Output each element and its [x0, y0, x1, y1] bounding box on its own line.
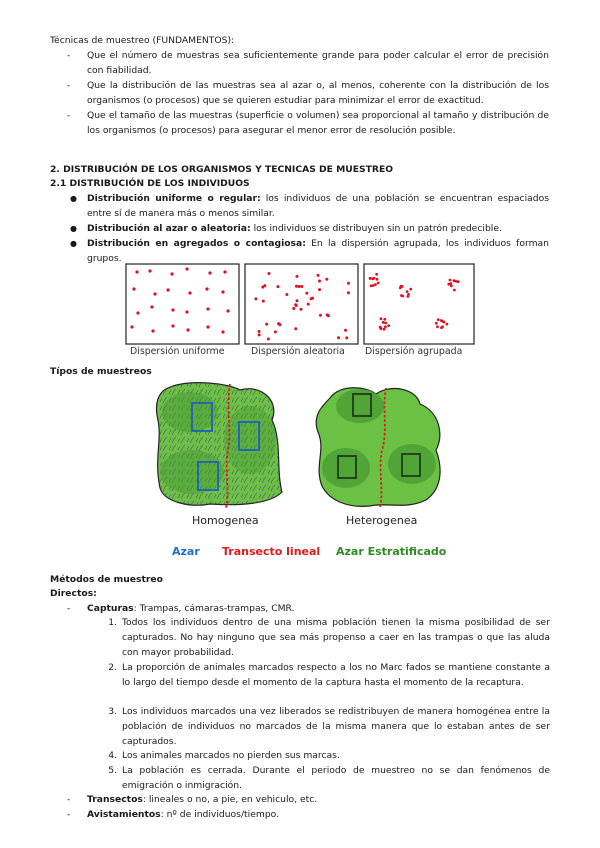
dash-marker: - — [67, 794, 71, 805]
individual-dot — [453, 289, 456, 292]
individual-dot — [277, 322, 280, 325]
organism-patch — [160, 450, 224, 494]
sightings-text: : nº de individuos/tiempo. — [160, 809, 280, 820]
individual-dot — [325, 278, 328, 281]
dash-marker: - — [67, 50, 71, 61]
bullet-term: Distribución al azar o aleatoria: — [87, 223, 251, 234]
intro-item-1: Que el número de muestras sea suficientemente grande para poder calcular el error de precisión con fiabilidad. — [87, 50, 549, 76]
methods-heading: Métodos de muestreo — [50, 574, 163, 585]
individual-dot — [205, 287, 208, 290]
individual-dot — [221, 290, 224, 293]
bullet-term: Distribución en agregados o contagiosa: — [87, 238, 306, 249]
bullet-marker: ● — [70, 194, 77, 203]
individual-dot — [166, 288, 169, 291]
sightings-term: Avistamientos — [87, 809, 161, 820]
individual-dot — [401, 295, 404, 298]
captures-text: : Trampas, cámaras-trampas, CMR. — [133, 603, 295, 614]
individual-dot — [170, 272, 173, 275]
individual-dot — [376, 278, 379, 281]
individual-dot — [258, 330, 261, 333]
assumption-5: La población es cerrada. Durante el periodo de muestreo no se dan fenómenos de emigración o inmigración. — [122, 765, 550, 791]
legend-transect: Transecto lineal — [222, 545, 321, 558]
assumption-3: Los individuos marcados una vez liberados se redistribuyen de manera homogénea entre la población de individuos no marcados de la misma manera que lo estaban antes de ser capturados. — [122, 706, 550, 747]
label-heterogeneous: Heterogenea — [346, 514, 418, 527]
caption-uniform: Dispersión uniforme — [130, 346, 225, 357]
assumption-4: Los animales marcados no pierden sus marcas. — [122, 750, 340, 761]
transects-item — [87, 792, 317, 807]
bullet-uniform — [87, 191, 549, 221]
sampling-types-heading: Típos de muestreos — [50, 366, 152, 377]
intro-title: Técnicas de muestreo (FUNDAMENTOS): — [50, 35, 235, 46]
individual-dot — [375, 273, 378, 276]
individual-dot — [295, 275, 298, 278]
legend-random: Azar — [172, 545, 200, 558]
label-homogeneous: Homogenea — [192, 514, 259, 527]
individual-dot — [345, 336, 348, 339]
individual-dot — [445, 323, 448, 326]
individual-dot — [337, 336, 340, 339]
transects-text: : lineales o no, a pie, en vehiculo, etc. — [142, 794, 318, 805]
individual-dot — [294, 327, 297, 330]
individual-dot — [153, 292, 156, 295]
individual-dot — [135, 270, 138, 273]
section-subheading: 2.1 DISTRIBUCIÓN DE LOS INDIVIDUOS — [50, 178, 250, 189]
individual-dot — [380, 327, 383, 330]
individual-dot — [206, 307, 209, 310]
list-number: 3. — [108, 706, 117, 717]
individual-dot — [371, 277, 374, 280]
individual-dot — [300, 285, 303, 288]
individual-dot — [186, 328, 189, 331]
individual-dot — [307, 303, 310, 306]
individual-dot — [185, 267, 188, 270]
individual-dot — [347, 282, 350, 285]
legend-stratified: Azar Estratificado — [336, 545, 447, 558]
individual-dot — [223, 270, 226, 273]
intro-item-3: Que el tamaño de las muestras (superficie o volumen) sea proporcional al tamaño y distribución de los organismos (o procesos) para asegurar el menor error de resolución posible. — [87, 110, 549, 136]
individual-dot — [437, 318, 440, 321]
caption-clumped: Dispersión agrupada — [365, 346, 463, 357]
individual-dot — [130, 325, 133, 328]
individual-dot — [449, 282, 452, 285]
individual-dot — [150, 305, 153, 308]
individual-dot — [400, 285, 403, 288]
sightings-item — [87, 807, 279, 822]
individual-dot — [267, 272, 270, 275]
individual-dot — [221, 330, 224, 333]
individual-dot — [185, 310, 188, 313]
individual-dot — [369, 277, 372, 280]
bullet-marker: ● — [70, 224, 77, 233]
individual-dot — [265, 323, 268, 326]
individual-dot — [319, 314, 322, 317]
individual-dot — [318, 288, 321, 291]
individual-dot — [276, 285, 279, 288]
bullet-text: los individuos de una población se encuentran espaciados entre sí de manera más o menos similar. — [87, 193, 549, 219]
bullet-text: los individuos se distribuyen sin un patrón predecible. — [250, 223, 502, 234]
individual-dot — [298, 285, 301, 288]
individual-dot — [262, 300, 265, 303]
clumped-panel — [364, 264, 474, 344]
individual-dot — [274, 330, 277, 333]
individual-dot — [443, 321, 446, 324]
individual-dot — [382, 321, 385, 324]
individual-dot — [292, 307, 295, 310]
individual-dot — [383, 328, 386, 331]
stratum-patch — [322, 448, 370, 488]
individual-dot — [377, 281, 380, 284]
individual-dot — [208, 271, 211, 274]
individual-dot — [258, 333, 261, 336]
individual-dot — [318, 280, 321, 283]
individual-dot — [171, 324, 174, 327]
individual-dot — [171, 308, 174, 311]
individual-dot — [347, 291, 350, 294]
individual-dot — [311, 297, 314, 300]
individual-dot — [300, 308, 303, 311]
transects-term: Transectos — [87, 794, 143, 805]
individual-dot — [295, 299, 298, 302]
individual-dot — [435, 322, 438, 325]
individual-dot — [285, 293, 288, 296]
individual-dot — [409, 288, 412, 291]
individual-dot — [188, 291, 191, 294]
captures-term: Capturas — [87, 603, 134, 614]
individual-dot — [449, 279, 452, 282]
dispersion-figure — [125, 262, 475, 346]
random-panel — [245, 264, 358, 344]
list-number: 2. — [108, 662, 117, 673]
individual-dot — [374, 283, 377, 286]
individual-dot — [263, 284, 266, 287]
individual-dot — [326, 313, 329, 316]
individual-dot — [151, 329, 154, 332]
individual-dot — [267, 337, 270, 340]
stratum-patch — [388, 444, 436, 484]
individual-dot — [295, 285, 298, 288]
bullet-term: Distribución uniforme o regular: — [87, 193, 261, 204]
individual-dot — [305, 292, 308, 295]
list-number: 4. — [108, 750, 117, 761]
intro-item-2: Que la distribución de las muestras sea al azar o, al menos, coherente con la distribución de los organismos (o procesos) que se quieren estudiar para minimizar el error de exactitud. — [87, 80, 549, 106]
dash-marker: - — [67, 80, 71, 91]
section-heading: 2. DISTRIBUCIÓN DE LOS ORGANISMOS Y TECNICAS DE MUESTREO — [50, 164, 394, 175]
individual-dot — [148, 269, 151, 272]
caption-random: Dispersión aleatoria — [251, 346, 345, 357]
dash-marker: - — [67, 110, 71, 121]
individual-dot — [387, 324, 390, 327]
organism-patch — [224, 406, 276, 474]
direct-label: Directos: — [50, 588, 97, 599]
individual-dot — [407, 295, 410, 298]
individual-dot — [206, 325, 209, 328]
individual-dot — [436, 325, 439, 328]
individual-dot — [384, 322, 387, 325]
individual-dot — [132, 287, 135, 290]
dash-marker: - — [67, 603, 71, 614]
list-number: 5. — [108, 765, 117, 776]
assumption-2: La proporción de animales marcados respecto a los no Marc fados se mantiene constante a lo largo del tiempo desde el momento de la captura hasta el momento de la recaptura. — [122, 662, 550, 688]
bullet-marker: ● — [70, 239, 77, 248]
assumption-1: Todos los individuos dentro de una misma población tienen la misma posibilidad de ser capturados. No hay ninguno que sea más propenso a caer en las trampas o que las aluda con mayor probabilidad. — [122, 617, 550, 658]
individual-dot — [317, 274, 320, 277]
individual-dot — [226, 309, 229, 312]
individual-dot — [136, 311, 139, 314]
bullet-text: En la dispersión agrupada, los individuos forman grupos. — [87, 238, 549, 264]
organism-patch — [162, 392, 218, 432]
individual-dot — [344, 329, 347, 332]
individual-dot — [380, 317, 383, 320]
individual-dot — [440, 326, 443, 329]
individual-dot — [406, 290, 409, 293]
individual-dot — [370, 284, 373, 287]
individual-dot — [383, 318, 386, 321]
list-number: 1. — [108, 617, 117, 628]
individual-dot — [294, 303, 297, 306]
dash-marker: - — [67, 809, 71, 820]
individual-dot — [254, 297, 257, 300]
bullet-random — [87, 221, 549, 236]
individual-dot — [454, 280, 457, 283]
captures-item — [87, 601, 295, 616]
